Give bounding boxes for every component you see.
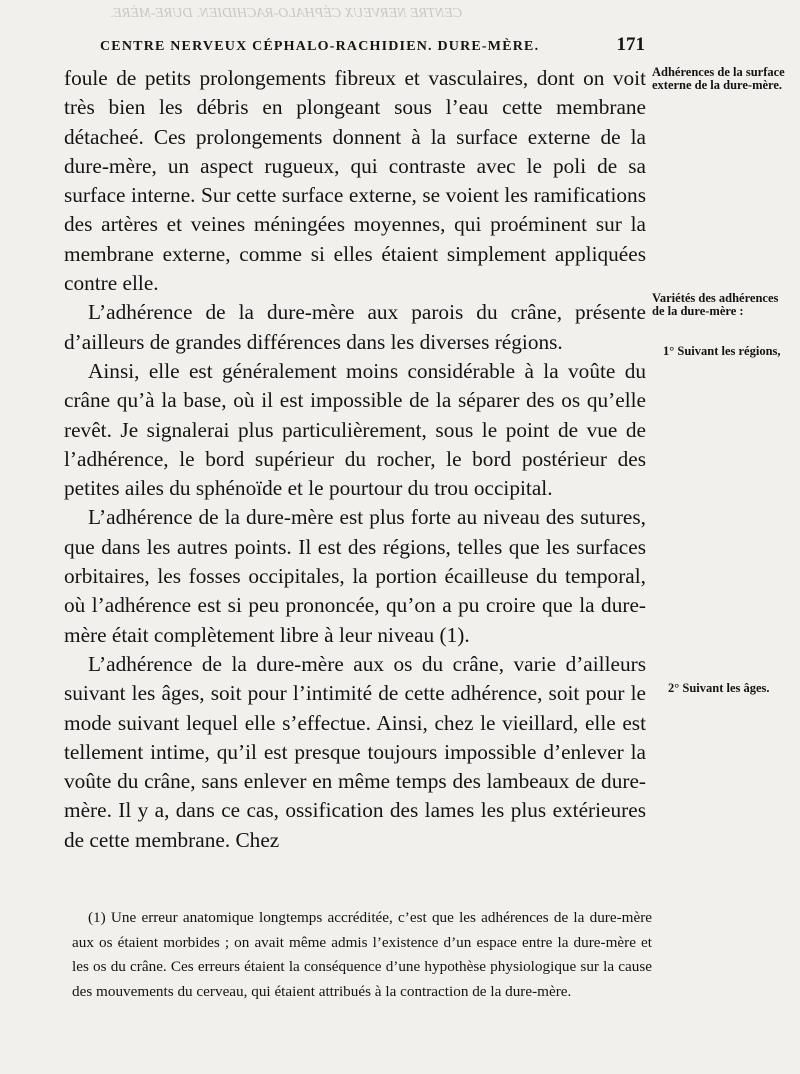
paragraph: Ainsi, elle est généralement moins considérable à la voûte du crâne qu’à la base, où il est impossible de la séparer des os qu’elle revêt. Je signalerai plus particulièrement, sous le point de vue de l’adhérence, le bord supérieur du rocher, le bord postérieur des petites ailes du sphénoïde et le pourtour du trou occipital.	[64, 358, 646, 501]
margin-note: Variétés des adhérences de la dure-mère :	[652, 291, 779, 318]
main-text	[64, 64, 646, 855]
paragraph: L’adhérence de la dure-mère aux parois du crâne, présente d’ailleurs de grandes différences dans les diverses régions.	[64, 300, 646, 354]
running-title: CENTRE NERVEUX CÉPHALO-RACHIDIEN. DURE-MÈRE.	[100, 39, 540, 54]
margin-note: 1° Suivant les régions,	[663, 344, 781, 358]
paragraph: L’adhérence de la dure-mère est plus forte au niveau des sutures, que dans les autres points. Il est des régions, telles que les surfaces orbitaires, les fosses occipitales, la portion écailleuse du temporal, où l’adhérence est si peu prononcée, qu’on a pu croire que la dure-mère était complètement libre à leur niveau (1).	[64, 505, 646, 647]
paragraph: foule de petits prolongements fibreux et vasculaires, dont on voit très bien les débris en plongeant sous l’eau cette membrane détacheé. Ces prolongements donnent à la surface externe de la dure-mère, un aspect rugueux, qui contraste avec le poli de sa surface interne. Sur cette surface externe, se voient les ramifications des artères et veines méningées moyennes, qui proéminent sur la membrane externe, comme si elles étaient simplement appliquées contre elle.	[64, 66, 646, 296]
margin-note: 2° Suivant les âges.	[668, 681, 770, 695]
page-number: 171	[616, 34, 645, 55]
paragraph: L’adhérence de la dure-mère aux os du crâne, varie d’ailleurs suivant les âges, soit pour l’intimité de cette adhérence, soit pour le mode suivant lequel elle s’effectue. Ainsi, chez le vieillard, elle est tellement intime, qu’il est presque toujours impossible d’enlever la voûte du crâne, sans enlever en même temps des lambeaux de dure-mère. Il y a, dans ce cas, ossification des lames les plus extérieures de cette membrane. Chez	[64, 651, 646, 852]
footnote-text: (1) Une erreur anatomique longtemps accréditée, c’est que les adhérences de la dure-mère aux os étaient morbides ; on avait même admis l’existence d’un espace entre la dure-mère et les os du crâne. Ces erreurs étaient la conséquence d’une hypothèse physiologique sur la cause des mouvements du cerveau, qui étaient attribués à la contraction de la dure-mère.	[72, 909, 652, 1000]
bleed-through-text: CENTRE NERVEUX CÉPHALO-RACHIDIEN. DURE-MÈRE.	[110, 6, 463, 21]
margin-note: Adhérences de la surface externe de la dure-mère.	[652, 65, 785, 92]
footnote	[72, 906, 652, 1004]
running-header	[100, 34, 645, 56]
